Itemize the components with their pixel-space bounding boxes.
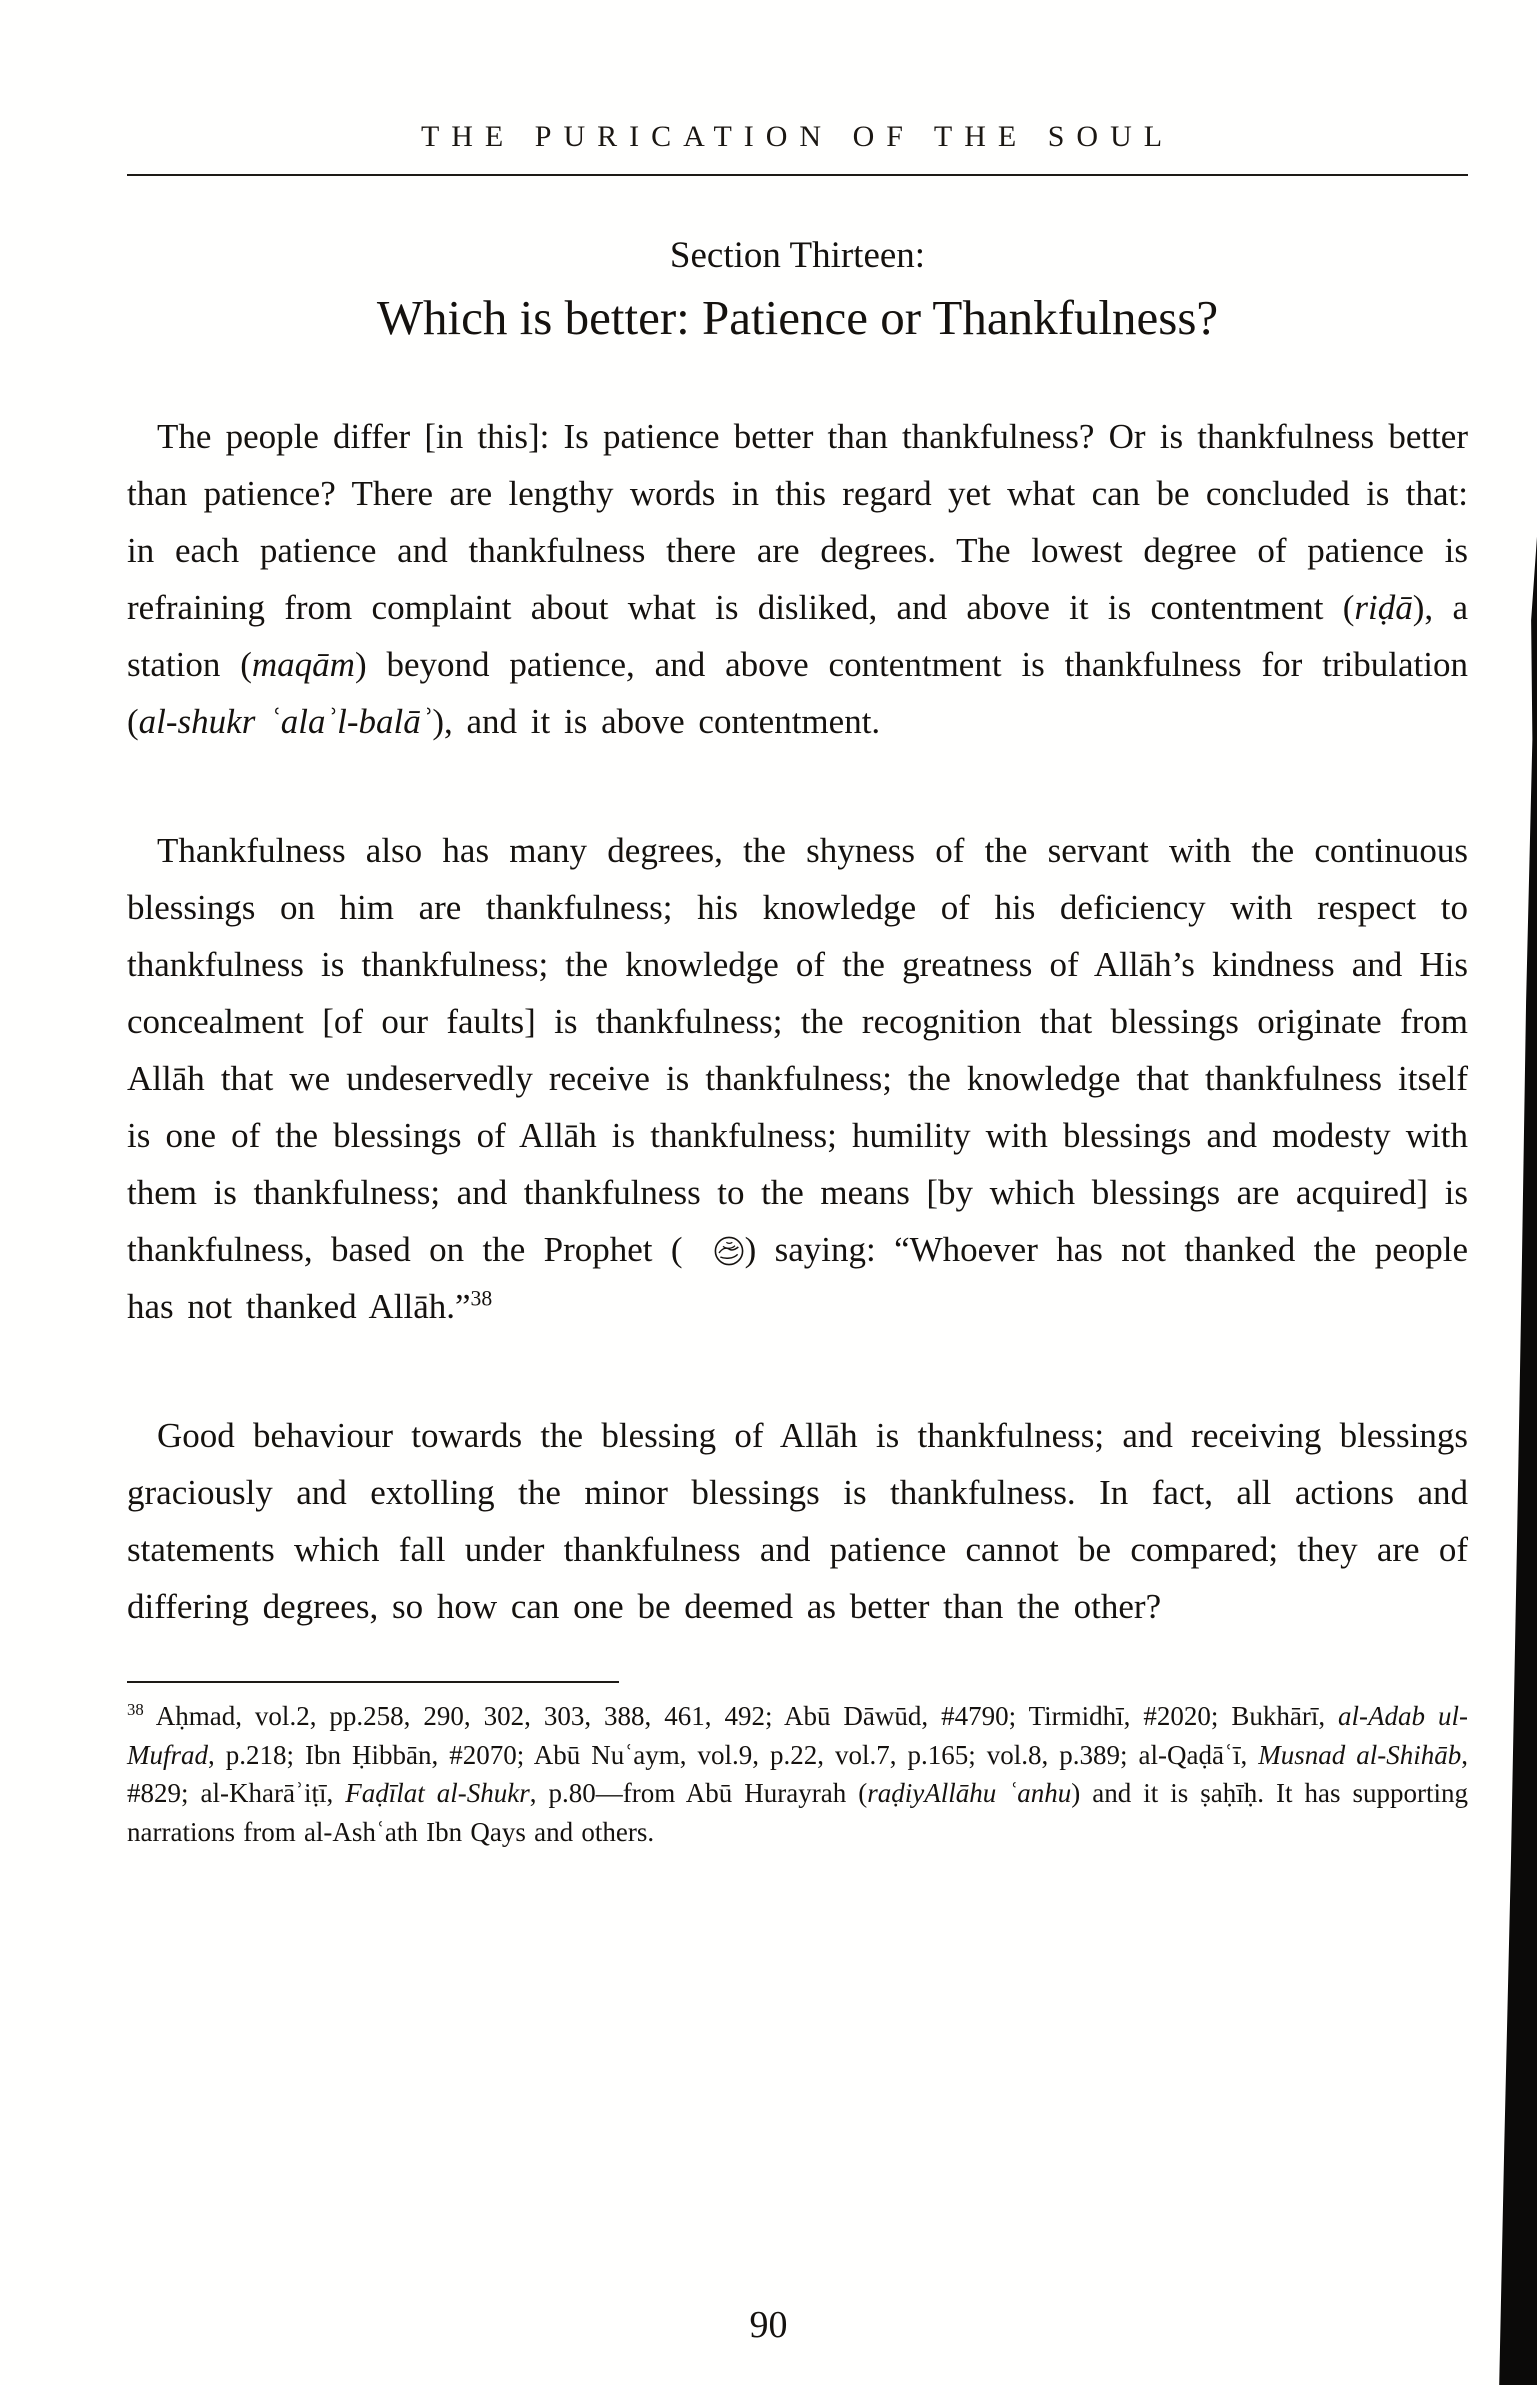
section-kicker: Section Thirteen: [669, 235, 926, 276]
section-title: Which is better: Patience or Thankfulness? [376, 290, 1219, 345]
prophet-honorific-seal-icon [683, 1221, 745, 1278]
scan-gutter-shadow [1495, 0, 1537, 2385]
page-number: 90 [749, 2304, 788, 2346]
footnote-rule [127, 1681, 619, 1683]
page-content-column [127, 0, 1468, 1851]
body-paragraph-2: Thankfulness also has many degrees, the shyness of the servant with the continuous blessings on him are thankfulness; his knowledge of his deficiency with respect to thankfulness is thankfulness; the knowledge of the greatness of Allāh’s kindness and His concealment [of our faults] is thankfulness; the recognition that blessings originate from Allāh that we undeservedly receive is thankfulness; the knowledge that thankfulness itself is one of the blessings of Allāh is thankfulness; humility with blessings and modesty with them is thankfulness; and thankfulness to the means [by which blessings are acquired] is thankfulness, based on the Prophet ( ) saying: “Whoever has not thanked the people has not thanked Allāh.”$^{38}$ [127, 831, 1469, 1326]
footnote-38: $^{38}$ Aḥmad, vol.2, pp.258, 290, 302, 303, 388, 461, 492; Abū Dāwūd, #4790; Tirmidhī, #2020; Bukhārī, al-Adab ul-Mufrad, p.218; Ibn Ḥibbān, #2070; Abū Nuʿaym, vol.9, p.22, vol.7, p.165; vol.8, p.389; al-Qaḍāʿī, Musnad al-Shihāb, #829; al-Kharāʾiṭī, Faḍīlat al-Shukr, p.80—from Abū Hurayrah (raḍiyAllāhu ʿanhu) and it is ṣaḥīḥ. It has supporting narrations from al-Ashʿath Ibn Qays and others. [127, 1700, 1469, 1847]
header-rule [127, 174, 1468, 176]
body-paragraph-3: Good behaviour towards the blessing of Allāh is thankfulness; and receiving blessings graciously and extolling the minor blessings is thankfulness. In fact, all actions and statements which fall under thankfulness and patience cannot be compared; they are of differing degrees, so how can one be deemed as better than the other? [127, 1416, 1468, 1626]
body-paragraph-1: The people differ [in this]: Is patience better than thankfulness? Or is thankfulness better than patience? There are lengthy words in this regard yet what can be concluded is that: in each patience and thankfulness there are degrees. The lowest degree of patience is refraining from complaint about what is disliked, and above it is contentment (riḍā), a station (maqām) beyond patience, and above contentment is thankfulness for tribulation (al-shukr ʿalaʾl-balāʾ), and it is above contentment. [127, 417, 1469, 741]
running-head: THE PURICATION OF THE SOUL [420, 120, 1175, 153]
